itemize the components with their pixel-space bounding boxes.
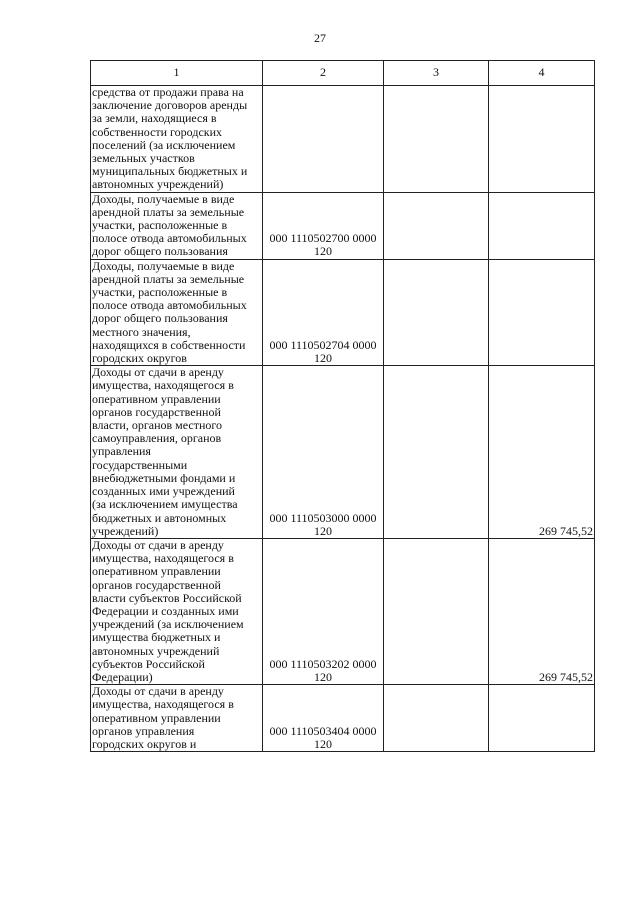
revenue-code-cell: 000 1110503202 0000 120	[263, 538, 384, 684]
table-row	[91, 192, 595, 259]
table-row	[91, 685, 595, 752]
revenue-code-cell: 000 1110503000 0000 120	[263, 366, 384, 539]
column-header-2: 2	[263, 61, 384, 86]
revenue-name-cell: Доходы от сдачи в аренду имущества, находящегося в оперативном управлении органов государственной власти субъектов Российской Федерации и созданных ими учреждений (за исключением имущества бюджетных и автономных учреждений субъектов Российской Федерации)	[91, 538, 263, 684]
column-3-cell	[384, 366, 489, 539]
revenue-name-cell: Доходы от сдачи в аренду имущества, находящегося в оперативном управлении органов управления городских округов и	[91, 685, 263, 752]
column-3-cell	[384, 259, 489, 366]
revenue-name-cell: Доходы, получаемые в виде арендной платы за земельные участки, расположенные в полосе отвода автомобильных дорог общего пользования местного значения, находящихся в собственности городских округов	[91, 259, 263, 366]
amount-cell	[489, 86, 595, 193]
amount-cell	[489, 685, 595, 752]
column-3-cell	[384, 538, 489, 684]
column-3-cell	[384, 192, 489, 259]
table-header-row	[91, 61, 595, 86]
column-3-cell	[384, 685, 489, 752]
amount-cell: 269 745,52	[489, 538, 595, 684]
revenue-code-cell: 000 1110503404 0000 120	[263, 685, 384, 752]
revenue-name-cell: средства от продажи права на заключение договоров аренды за земли, находящиеся в собственности городских поселений (за исключением земельных участков муниципальных бюджетных и автономных учреждений)	[91, 86, 263, 193]
revenue-code-cell: 000 1110502704 0000 120	[263, 259, 384, 366]
column-3-cell	[384, 86, 489, 193]
column-header-3: 3	[384, 61, 489, 86]
table-row	[91, 538, 595, 684]
amount-cell	[489, 192, 595, 259]
revenue-table	[90, 60, 595, 752]
amount-cell	[489, 259, 595, 366]
revenue-code-cell	[263, 86, 384, 193]
revenue-name-cell: Доходы, получаемые в виде арендной платы за земельные участки, расположенные в полосе отвода автомобильных дорог общего пользования	[91, 192, 263, 259]
column-header-1: 1	[91, 61, 263, 86]
page-number: 27	[314, 31, 326, 45]
column-header-4: 4	[489, 61, 595, 86]
table-row	[91, 259, 595, 366]
revenue-name-cell: Доходы от сдачи в аренду имущества, находящегося в оперативном управлении органов государственной власти, органов местного самоуправления, органов управления государственными внебюджетными фондами и созданных ими учреждений (за исключением имущества бюджетных и автономных учреждений)	[91, 366, 263, 539]
table-row	[91, 366, 595, 539]
table-row	[91, 86, 595, 193]
amount-cell: 269 745,52	[489, 366, 595, 539]
revenue-code-cell: 000 1110502700 0000 120	[263, 192, 384, 259]
